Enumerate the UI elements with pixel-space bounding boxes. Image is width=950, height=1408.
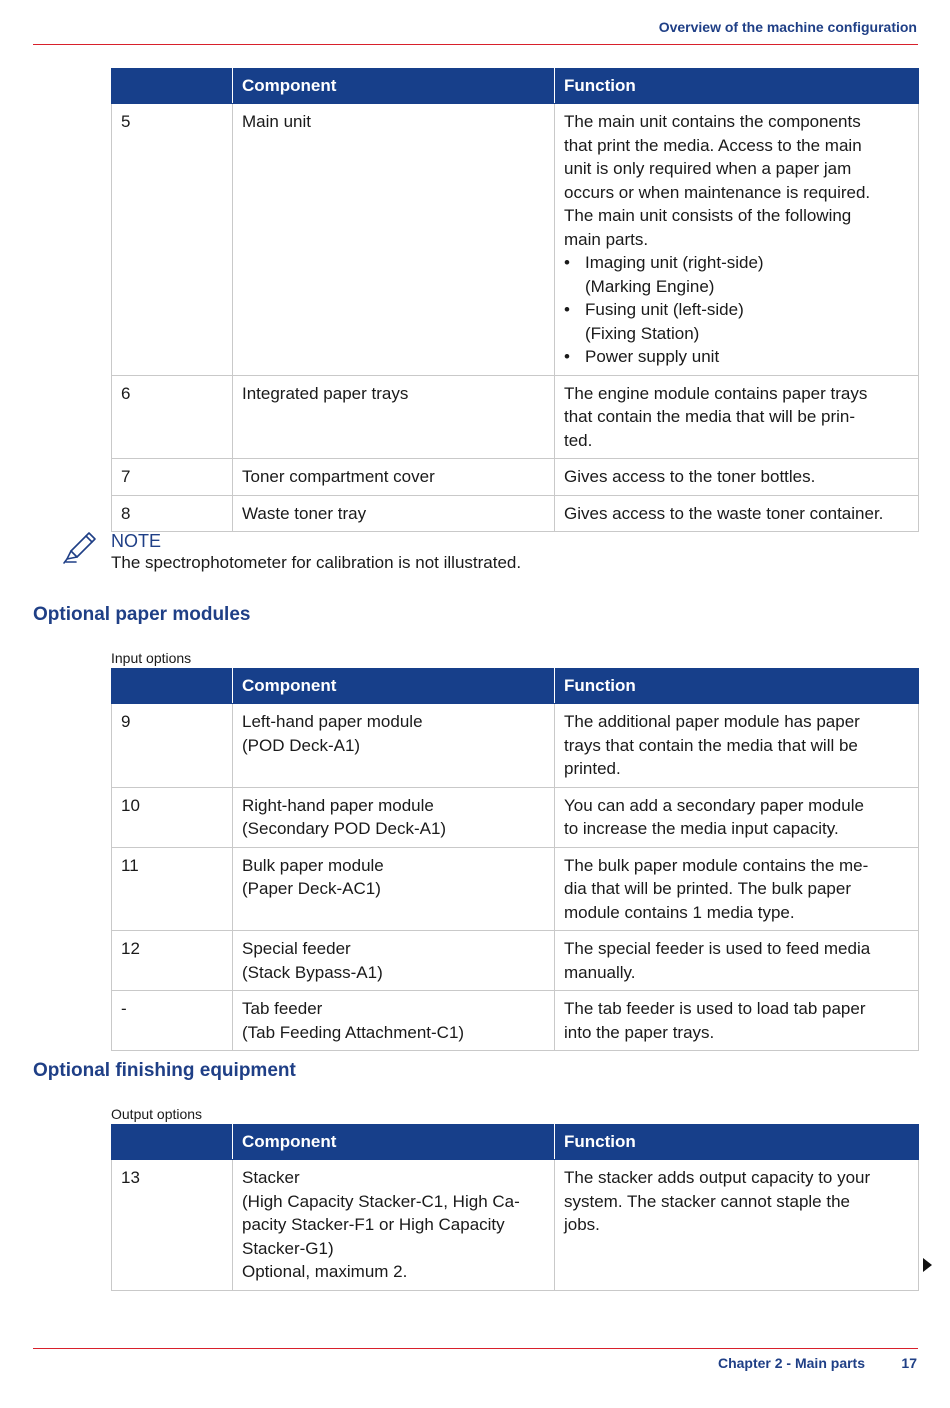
main-components-table — [111, 68, 919, 532]
component-text-line: Waste toner tray — [242, 503, 367, 523]
function-column-header: Function — [555, 1125, 919, 1160]
function-cell — [555, 104, 919, 376]
function-text-line: Gives access to the waste toner container. — [564, 503, 884, 523]
function-cell — [555, 704, 919, 788]
output-options-caption: Output options — [111, 1106, 203, 1122]
function-column-header: Function — [555, 69, 919, 104]
bullet-text-line: • Power supply unit — [585, 347, 720, 366]
function-text-line: main parts. — [564, 229, 649, 249]
function-cell — [555, 991, 919, 1051]
function-column-header: Function — [555, 669, 919, 704]
table-row — [112, 375, 919, 459]
footer-rule — [33, 1348, 918, 1349]
component-cell — [233, 459, 555, 496]
table-body — [112, 104, 919, 532]
component-text-line: Integrated paper trays — [242, 383, 409, 403]
function-cell — [555, 459, 919, 496]
function-text-line: The main unit contains the components — [564, 112, 861, 131]
table-row — [112, 1160, 919, 1291]
table-row — [112, 495, 919, 532]
row-number-cell: 8 — [112, 495, 233, 532]
number-column-header — [112, 1125, 233, 1160]
number-column-header — [112, 669, 233, 704]
component-text-line: Toner compartment cover — [242, 467, 435, 486]
function-text-line: The engine module contains paper trays — [564, 383, 868, 403]
function-text-line: The bulk paper module contains the me- — [564, 855, 869, 875]
table-header-row — [112, 1125, 919, 1160]
component-text-line: (Stack Bypass-A1) — [242, 962, 383, 982]
function-text-line: manually. — [564, 962, 636, 982]
function-text-line: that contain the media that will be prin- — [564, 407, 856, 426]
component-text-line: Tab feeder — [242, 999, 323, 1018]
pencil-note-icon — [62, 531, 98, 565]
footer-page-number: 17 — [901, 1355, 917, 1371]
number-column-header — [112, 69, 233, 104]
function-text-line: to increase the media input capacity. — [564, 819, 839, 838]
table-row — [112, 459, 919, 496]
bullet-list-item — [564, 345, 909, 369]
table-header-row — [112, 69, 919, 104]
component-text-line: Right-hand paper module — [242, 795, 434, 815]
next-page-arrow-icon — [923, 1258, 932, 1272]
table-row — [112, 104, 919, 376]
bullet-text-line: • Imaging unit (right-side) — [585, 253, 764, 272]
component-cell — [233, 704, 555, 788]
function-cell — [555, 787, 919, 847]
function-text-line: You can add a secondary paper module — [564, 795, 864, 815]
finishing-table — [111, 1124, 919, 1291]
function-text-line: into the paper trays. — [564, 1022, 715, 1042]
function-cell — [555, 931, 919, 991]
component-column-header: Component — [233, 69, 555, 104]
component-cell — [233, 847, 555, 931]
component-text-line: (High Capacity Stacker-C1, High Ca- — [242, 1191, 520, 1211]
row-number-cell: 5 — [112, 104, 233, 376]
function-cell — [555, 375, 919, 459]
component-cell — [233, 375, 555, 459]
table-row — [112, 991, 919, 1051]
function-text-line: The additional paper module has paper — [564, 712, 860, 731]
bullet-text-line: (Fixing Station) — [585, 323, 700, 343]
row-number-cell: 12 — [112, 931, 233, 991]
bullet-text-line: (Marking Engine) — [585, 276, 715, 296]
row-number-cell: 7 — [112, 459, 233, 496]
table-body — [112, 1160, 919, 1291]
component-text-line: Main unit — [242, 112, 311, 131]
component-column-header: Component — [233, 669, 555, 704]
table-header-row — [112, 669, 919, 704]
component-text-line: (POD Deck-A1) — [242, 735, 361, 755]
row-number-cell: 9 — [112, 704, 233, 788]
component-text-line: Optional, maximum 2. — [242, 1262, 408, 1281]
component-text-line: (Paper Deck-AC1) — [242, 879, 381, 898]
table-row — [112, 847, 919, 931]
function-text-line: occurs or when maintenance is required. — [564, 182, 871, 202]
component-text-line: (Secondary POD Deck-A1) — [242, 819, 447, 838]
component-cell — [233, 1160, 555, 1291]
component-cell — [233, 931, 555, 991]
footer-chapter: Chapter 2 - Main parts — [717, 1355, 865, 1371]
row-number-cell: - — [112, 991, 233, 1051]
bullet-text-line: • Fusing unit (left-side) — [585, 300, 744, 319]
component-text-line: Stacker-G1) — [242, 1238, 334, 1258]
function-text-line: trays that contain the media that will be — [564, 735, 858, 755]
table-row — [112, 787, 919, 847]
function-text-line: printed. — [564, 759, 621, 778]
component-cell — [233, 787, 555, 847]
table-row — [112, 931, 919, 991]
function-text-line: unit is only required when a paper jam — [564, 159, 852, 178]
finishing-equipment-heading: Optional finishing equipment — [33, 1060, 296, 1081]
function-text-line: ted. — [564, 430, 593, 450]
function-text-line: The stacker adds output capacity to your — [564, 1168, 871, 1187]
note-label: NOTE — [111, 531, 162, 551]
component-column-header: Component — [233, 1125, 555, 1160]
bullet-list-item — [564, 251, 909, 298]
component-text-line: Stacker — [242, 1168, 300, 1187]
component-cell — [233, 495, 555, 532]
component-text-line: (Tab Feeding Attachment-C1) — [242, 1022, 465, 1042]
component-cell — [233, 104, 555, 376]
table-row — [112, 704, 919, 788]
function-text-line: jobs. — [564, 1215, 600, 1234]
row-number-cell: 11 — [112, 847, 233, 931]
function-text-line: that print the media. Access to the main — [564, 135, 862, 155]
running-header-title: Overview of the machine configuration — [658, 19, 917, 35]
function-cell — [555, 847, 919, 931]
function-text-line: dia that will be printed. The bulk paper — [564, 879, 851, 898]
component-cell — [233, 991, 555, 1051]
component-text-line: pacity Stacker-F1 or High Capacity — [242, 1215, 505, 1234]
input-options-caption: Input options — [111, 650, 192, 666]
component-text-line: Special feeder — [242, 939, 351, 958]
bullet-list-item — [564, 298, 909, 345]
function-text-line: The main unit consists of the following — [564, 206, 852, 225]
function-text-line: system. The stacker cannot staple the — [564, 1191, 850, 1211]
paper-modules-heading: Optional paper modules — [33, 604, 251, 625]
row-number-cell: 13 — [112, 1160, 233, 1291]
table-body — [112, 704, 919, 1051]
row-number-cell: 6 — [112, 375, 233, 459]
function-text-line: The special feeder is used to feed media — [564, 939, 871, 958]
row-number-cell: 10 — [112, 787, 233, 847]
component-text-line: Left-hand paper module — [242, 712, 423, 731]
function-text-line: Gives access to the toner bottles. — [564, 467, 816, 486]
paper-modules-table — [111, 668, 919, 1051]
function-text-line: module contains 1 media type. — [564, 902, 795, 922]
header-rule — [33, 44, 918, 45]
function-cell — [555, 495, 919, 532]
note-text: The spectrophotometer for calibration is not illustrated. — [111, 553, 522, 572]
function-text-line: The tab feeder is used to load tab paper — [564, 999, 866, 1018]
function-cell — [555, 1160, 919, 1291]
component-text-line: Bulk paper module — [242, 855, 384, 875]
